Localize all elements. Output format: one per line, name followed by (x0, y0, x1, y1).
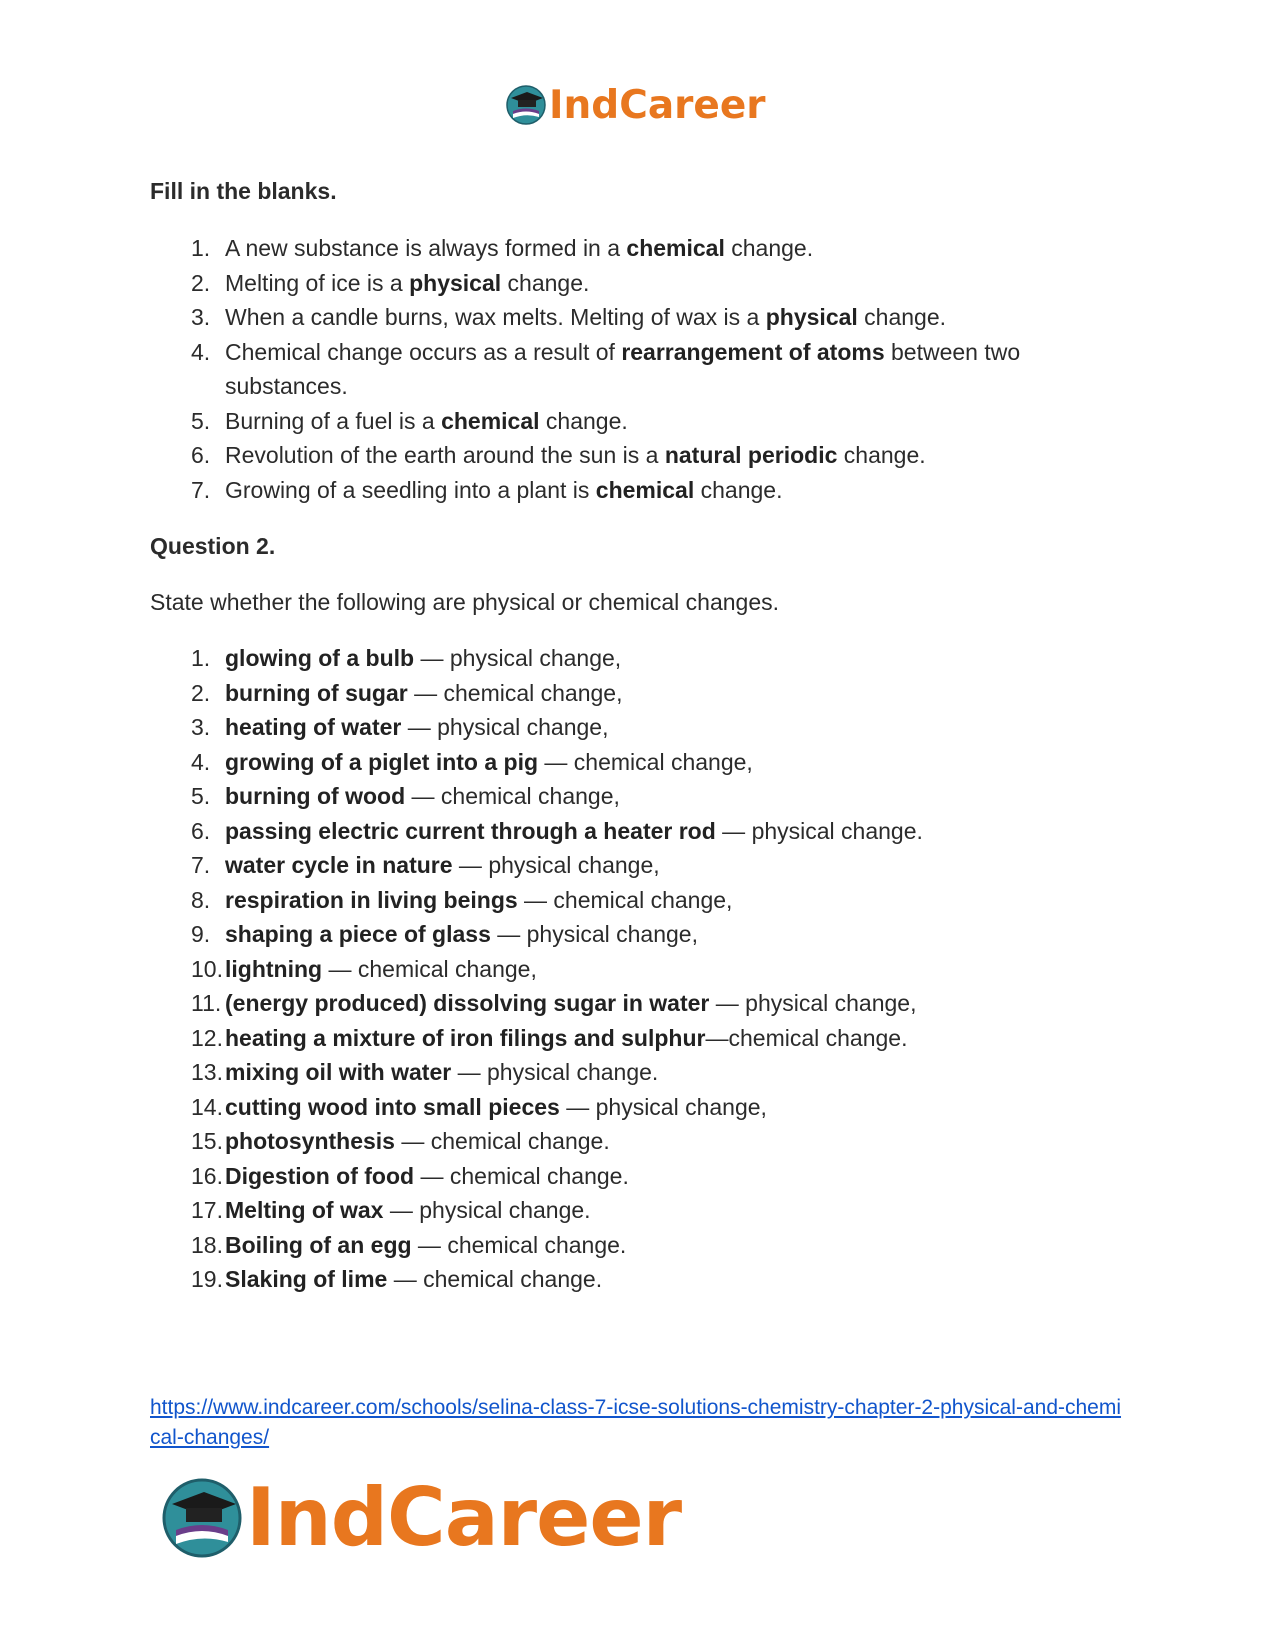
list-item-post: — physical change. (383, 1197, 591, 1223)
list-item-answer: glowing of a bulb (225, 645, 415, 671)
list-item-post: — chemical change, (322, 955, 537, 982)
list-item-number-text: 5. (191, 783, 211, 809)
list-item (150, 1159, 1140, 1194)
list-item-answer: (energy produced) dissolving sugar in water (225, 990, 710, 1016)
list-item-number (150, 1021, 225, 1056)
list-item (150, 1262, 1140, 1297)
list-item-number-text: 2. (191, 679, 211, 706)
list-item-post: — physical change. (451, 1059, 659, 1085)
list-item-answer: heating a mixture of iron filings and sulphur (225, 1024, 706, 1051)
list-item-text (225, 231, 1140, 266)
list-item-post: change. (837, 442, 926, 468)
list-item-number-text: 19. (191, 1266, 223, 1292)
list-item-number (150, 1055, 225, 1090)
list-item-number-text: 12. (191, 1024, 223, 1051)
list-item-post: — chemical change. (414, 1162, 629, 1189)
list-item-answer: Boiling of an egg (225, 1231, 412, 1258)
list-item-answer: physical (765, 304, 858, 330)
list-item-answer: burning of sugar (225, 679, 408, 706)
section1-title: Fill in the blanks. (150, 178, 337, 204)
list-item-number (150, 1228, 225, 1263)
list-item-text (225, 1055, 1140, 1090)
list-item (150, 1055, 1140, 1090)
list-item-text (225, 848, 1140, 883)
list-item-answer: photosynthesis (225, 1128, 395, 1154)
list-item-pre: Melting of ice is a (225, 269, 410, 296)
list-item-number (150, 710, 225, 745)
list-item-answer: physical (409, 269, 502, 296)
list-item (150, 473, 1140, 508)
list-item-text (225, 883, 1140, 918)
list-item-post: — chemical change. (394, 1128, 610, 1154)
list-item-answer: rearrangement of atoms (621, 338, 885, 365)
graduation-book-globe-icon (160, 1476, 244, 1560)
list-item (150, 745, 1140, 780)
list-item (150, 814, 1140, 849)
list-item-number (150, 848, 225, 883)
list-item-number (150, 404, 225, 439)
list-item-text (225, 641, 1140, 676)
list-item-text (225, 779, 1140, 814)
list-item (150, 848, 1140, 883)
list-item (150, 335, 1140, 404)
footer-logo-text: IndCareer (246, 1471, 682, 1564)
list-item-number-text: 7. (191, 476, 211, 503)
list-item-number-text: 1. (191, 235, 211, 261)
list-item-post: — chemical change. (411, 1231, 627, 1258)
list-item-text (225, 1228, 1140, 1263)
list-item (150, 676, 1140, 711)
list-item (150, 710, 1140, 745)
document-body (150, 174, 1140, 1297)
list-item-answer: passing electric current through a heater rod (225, 817, 716, 844)
list-item (150, 404, 1140, 439)
changes-list (150, 641, 1140, 1297)
list-item-pre: Burning of a fuel is a (225, 407, 442, 434)
list-item-number (150, 986, 225, 1021)
list-item-number (150, 1262, 225, 1297)
list-item-answer: Slaking of lime (225, 1266, 388, 1292)
list-item-answer: burning of wood (225, 783, 406, 809)
list-item-answer: lightning (225, 955, 323, 982)
list-item-post: — physical change, (490, 921, 698, 947)
list-item-number (150, 266, 225, 301)
list-item-post: — physical change, (559, 1093, 767, 1120)
list-item-number (150, 779, 225, 814)
list-item-number (150, 745, 225, 780)
list-item (150, 266, 1140, 301)
header-logo (505, 80, 775, 130)
list-item-text (225, 952, 1140, 987)
section2-intro: State whether the following are physical or chemical changes. (150, 589, 780, 615)
list-item-number (150, 814, 225, 849)
list-item-answer: natural periodic (664, 442, 838, 468)
list-item-post: — physical change. (715, 817, 923, 844)
source-link[interactable]: https://www.indcareer.com/schools/selina-class-7-icse-solutions-chemistry-chapter-2-physical-and-chemical-changes/ (150, 1396, 1122, 1449)
list-item-pre: Chemical change occurs as a result of (225, 338, 622, 365)
list-item-number (150, 883, 225, 918)
list-item-number-text: 4. (191, 338, 211, 365)
list-item-post: — chemical change, (517, 886, 733, 913)
list-item-answer: shaping a piece of glass (225, 921, 491, 947)
list-item (150, 300, 1140, 335)
list-item-answer: mixing oil with water (225, 1059, 452, 1085)
list-item (150, 1090, 1140, 1125)
list-item-number (150, 335, 225, 404)
list-item-number-text: 11. (191, 990, 222, 1016)
list-item-number (150, 1193, 225, 1228)
list-item-number (150, 1090, 225, 1125)
list-item-post: —chemical change. (705, 1024, 908, 1051)
list-item-number (150, 231, 225, 266)
list-item-number-text: 17. (191, 1197, 223, 1223)
list-item-number-text: 10. (191, 955, 223, 982)
list-item-number (150, 952, 225, 987)
list-item-text (225, 1021, 1140, 1056)
list-item-number-text: 3. (191, 304, 211, 330)
list-item-text (225, 404, 1140, 439)
list-item-post: change. (501, 269, 590, 296)
list-item (150, 883, 1140, 918)
list-item-number (150, 1124, 225, 1159)
list-item-number-text: 1. (191, 645, 211, 671)
list-item (150, 917, 1140, 952)
list-item-answer: water cycle in nature (225, 852, 453, 878)
list-item-number (150, 473, 225, 508)
list-item-pre: A new substance is always formed in a (225, 235, 627, 261)
list-item-number-text: 8. (191, 886, 211, 913)
list-item-number-text: 3. (191, 714, 211, 740)
list-item-answer: Digestion of food (225, 1162, 415, 1189)
list-item-post: change. (857, 304, 947, 330)
list-item (150, 231, 1140, 266)
list-item-text (225, 745, 1140, 780)
list-item-answer: chemical (441, 407, 540, 434)
list-item-text (225, 1193, 1140, 1228)
list-item-text (225, 1090, 1140, 1125)
list-item-answer: cutting wood into small pieces (225, 1093, 560, 1120)
list-item-post: — physical change, (401, 714, 609, 740)
list-item-post: change. (694, 476, 783, 503)
header-logo-text: IndCareer (549, 82, 766, 128)
list-item-post: — chemical change, (538, 748, 753, 775)
list-item-text (225, 710, 1140, 745)
list-item-number-text: 14. (191, 1093, 223, 1120)
list-item (150, 1021, 1140, 1056)
list-item-number (150, 917, 225, 952)
list-item-text (225, 473, 1140, 508)
list-item (150, 1193, 1140, 1228)
list-item-number (150, 641, 225, 676)
list-item-answer: Melting of wax (225, 1197, 384, 1223)
list-item (150, 641, 1140, 676)
footer-logo (160, 1468, 700, 1568)
list-item-post: — physical change, (452, 852, 660, 878)
list-item-number-text: 15. (191, 1128, 223, 1154)
list-item-pre: When a candle burns, wax melts. Melting of wax is a (225, 304, 766, 330)
list-item (150, 986, 1140, 1021)
list-item-pre: Growing of a seedling into a plant is (225, 476, 596, 503)
list-item-answer: chemical (595, 476, 695, 503)
list-item-text (225, 266, 1140, 301)
list-item-text (225, 1262, 1140, 1297)
list-item-answer: growing of a piglet into a pig (225, 748, 539, 775)
list-item-post: — chemical change, (407, 679, 623, 706)
section2-title: Question 2. (150, 533, 276, 559)
list-item-number (150, 438, 225, 473)
list-item-number-text: 9. (191, 921, 211, 947)
list-item-number-text: 18. (191, 1231, 223, 1258)
list-item-number-text: 7. (191, 852, 211, 878)
list-item-text (225, 1159, 1140, 1194)
list-item (150, 1124, 1140, 1159)
list-item-answer: respiration in living beings (225, 886, 518, 913)
list-item-answer: heating of water (225, 714, 402, 740)
list-item-number (150, 1159, 225, 1194)
list-item-text (225, 814, 1140, 849)
list-item-number (150, 676, 225, 711)
list-item-number-text: 6. (191, 817, 211, 844)
list-item-number-text: 4. (191, 748, 211, 775)
graduation-book-globe-icon (505, 84, 547, 126)
list-item (150, 1228, 1140, 1263)
fill-blanks-list (150, 231, 1140, 507)
list-item-text (225, 300, 1140, 335)
list-item-number-text: 13. (191, 1059, 223, 1085)
list-item-text (225, 335, 1140, 404)
list-item-number (150, 300, 225, 335)
list-item-answer: chemical (626, 235, 725, 261)
list-item-number-text: 2. (191, 269, 211, 296)
list-item-text (225, 917, 1140, 952)
list-item-number-text: 16. (191, 1162, 223, 1189)
list-item-post: change. (724, 235, 814, 261)
list-item-text (225, 438, 1140, 473)
list-item-post: — chemical change. (387, 1266, 603, 1292)
list-item-text (225, 676, 1140, 711)
list-item (150, 952, 1140, 987)
list-item-number-text: 5. (191, 407, 211, 434)
list-item-text (225, 1124, 1140, 1159)
list-item-pre: Revolution of the earth around the sun is a (225, 442, 665, 468)
list-item-text (225, 986, 1140, 1021)
list-item (150, 438, 1140, 473)
list-item-post: — chemical change, (405, 783, 620, 809)
list-item-post: — physical change, (414, 645, 622, 671)
list-item-post: change. (539, 407, 628, 434)
list-item-post: — physical change, (709, 990, 917, 1016)
list-item-post: between two substances. (225, 338, 1021, 399)
list-item (150, 779, 1140, 814)
list-item-number-text: 6. (191, 442, 211, 468)
